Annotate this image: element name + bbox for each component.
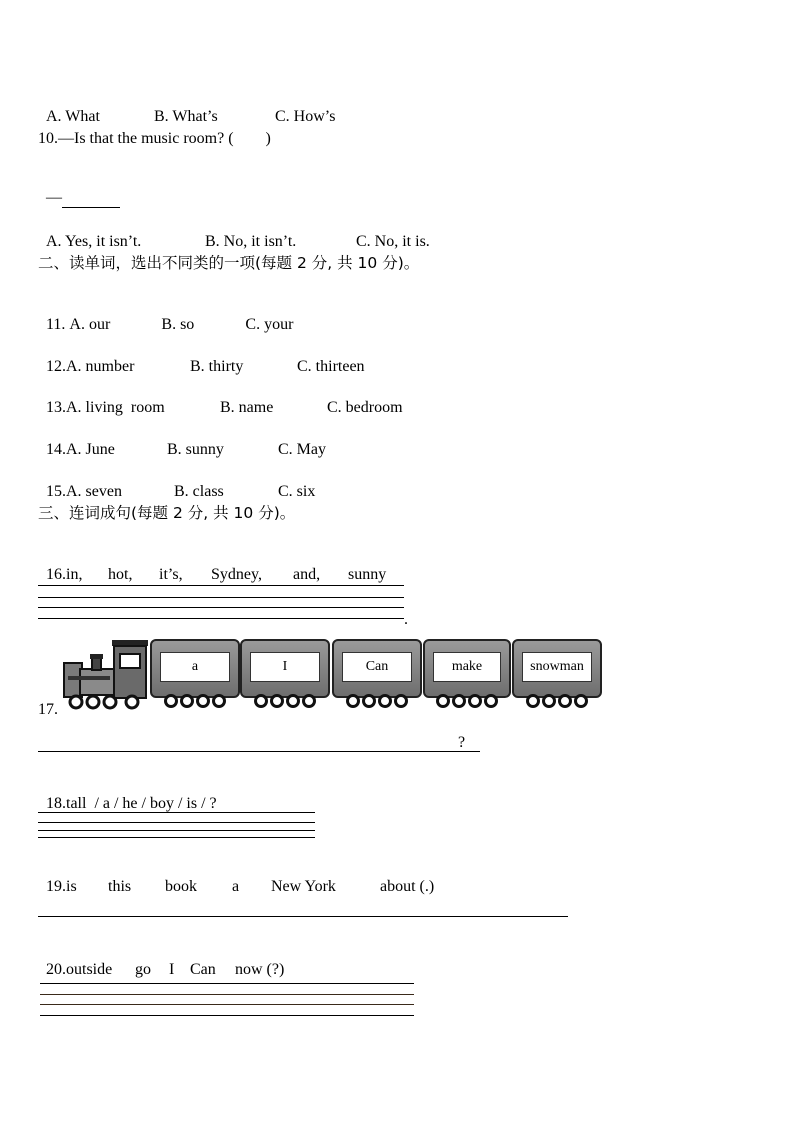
q11-option-b[interactable]: B. so [161,316,195,333]
q16-word: in, [66,566,83,583]
q18-row [38,774,217,814]
wheel-icon [164,694,178,708]
wheel-icon [574,694,588,708]
q10-options [38,212,430,252]
q9-options [38,87,335,127]
q11-option-a[interactable]: A. our [69,316,111,333]
train-car [150,639,240,698]
q14-option-c[interactable]: C. May [278,441,326,458]
q10-question: 10.—Is that the music room? ( ) [38,130,271,147]
wheel-icon [378,694,392,708]
train-car-word: make [433,652,501,682]
wheel-icon [180,694,194,708]
q16-word: Sydney, [211,566,262,583]
q20-number: 20. [46,961,66,978]
writing-line [40,994,414,995]
q10-option-c[interactable]: C. No, it is. [356,233,430,250]
q15-option-b[interactable]: B. class [174,483,224,500]
q11-option-c[interactable]: C. your [245,316,294,333]
train-car-word: snowman [522,652,592,682]
q19-word: is [66,878,77,895]
wheel-icon [286,694,300,708]
q18-text: tall / a / he / boy / is / ? [66,795,217,812]
writing-line [40,983,414,984]
q16-word: hot, [108,566,133,583]
wheel-icon [436,694,450,708]
writing-line [40,1015,414,1016]
wheel-icon [468,694,482,708]
wheel-icon [346,694,360,708]
q20-word: I [169,961,175,978]
train-car [423,639,511,698]
writing-line [38,812,315,813]
q12-option-a[interactable]: A. number [66,358,135,375]
q10-option-b[interactable]: B. No, it isn’t. [205,233,297,250]
locomotive-icon [62,636,152,714]
wheel-icon [484,694,498,708]
q15-option-c[interactable]: C. six [278,483,316,500]
q15-number: 15. [46,483,66,500]
q14-row [38,420,326,460]
train-car [332,639,422,698]
q11-number: 11. [46,316,70,333]
writing-line [38,597,404,598]
q16-word: and, [293,566,321,583]
q16-row [38,545,386,585]
q12-row [38,337,365,377]
q12-number: 12. [46,358,66,375]
q19-row [38,857,434,897]
q16-end-mark: . [404,611,408,628]
q14-option-b[interactable]: B. sunny [167,441,224,458]
q15-row [38,462,315,502]
wheel-icon [452,694,466,708]
q19-writing-line[interactable] [38,916,568,917]
q19-word: New York [271,878,336,895]
q16-word: sunny [348,566,387,583]
q13-option-b[interactable]: B. name [220,399,274,416]
q19-word: this [108,878,132,895]
train-illustration [62,636,602,714]
wheel-icon [302,694,316,708]
writing-line [38,822,315,823]
writing-line [40,1004,414,1005]
q9-option-a[interactable]: A. What [46,108,100,125]
q19-number: 19. [46,878,66,895]
q20-word: go [135,961,151,978]
q17-number: 17. [38,701,58,718]
q9-option-b[interactable]: B. What’s [154,108,218,125]
writing-line [38,618,404,619]
q20-word: Can [190,961,216,978]
writing-line [38,837,315,838]
wheel-icon [542,694,556,708]
q13-option-a[interactable]: A. living room [66,399,165,416]
wheel-icon [526,694,540,708]
q13-number: 13. [46,399,66,416]
wheel-icon [558,694,572,708]
q13-option-c[interactable]: C. bedroom [327,399,403,416]
q14-number: 14. [46,441,66,458]
train-car-word: I [250,652,320,682]
train-car [512,639,602,698]
train-car-word: a [160,652,230,682]
section3-heading: 三、连词成句(每题 2 分, 共 10 分)。 [38,504,296,522]
q15-option-a[interactable]: A. seven [66,483,122,500]
wheel-icon [212,694,226,708]
wheel-icon [254,694,268,708]
q12-option-c[interactable]: C. thirteen [297,358,365,375]
wheel-icon [362,694,376,708]
q10-answer-prefix: — [46,189,62,206]
section2-heading: 二、读单词，选出不同类的一项(每题 2 分, 共 10 分)。 [38,254,420,272]
q19-word: about (.) [380,878,435,895]
q18-number: 18. [46,795,66,812]
q14-option-a[interactable]: A. June [66,441,115,458]
q19-word: book [165,878,197,895]
q11-row [38,295,293,335]
q16-number: 16. [46,566,66,583]
writing-line [38,607,404,608]
q12-option-b[interactable]: B. thirty [190,358,244,375]
q17-end-mark: ? [458,734,466,751]
q9-option-c[interactable]: C. How’s [275,108,336,125]
q16-word: it’s, [159,566,183,583]
q10-answer-line [38,168,120,208]
q10-option-a[interactable]: A. Yes, it isn’t. [46,233,142,250]
q13-row [38,378,403,418]
q20-word: outside [66,961,113,978]
writing-line [38,830,315,831]
q17-writing-line[interactable] [38,751,480,752]
q20-word: now (?) [235,961,285,978]
wheel-icon [394,694,408,708]
train-car-word: Can [342,652,412,682]
q10-answer-blank[interactable] [62,191,120,208]
q19-word: a [232,878,240,895]
writing-line [38,585,404,586]
train-car [240,639,330,698]
wheel-icon [196,694,210,708]
q20-row [38,940,284,980]
wheel-icon [270,694,284,708]
